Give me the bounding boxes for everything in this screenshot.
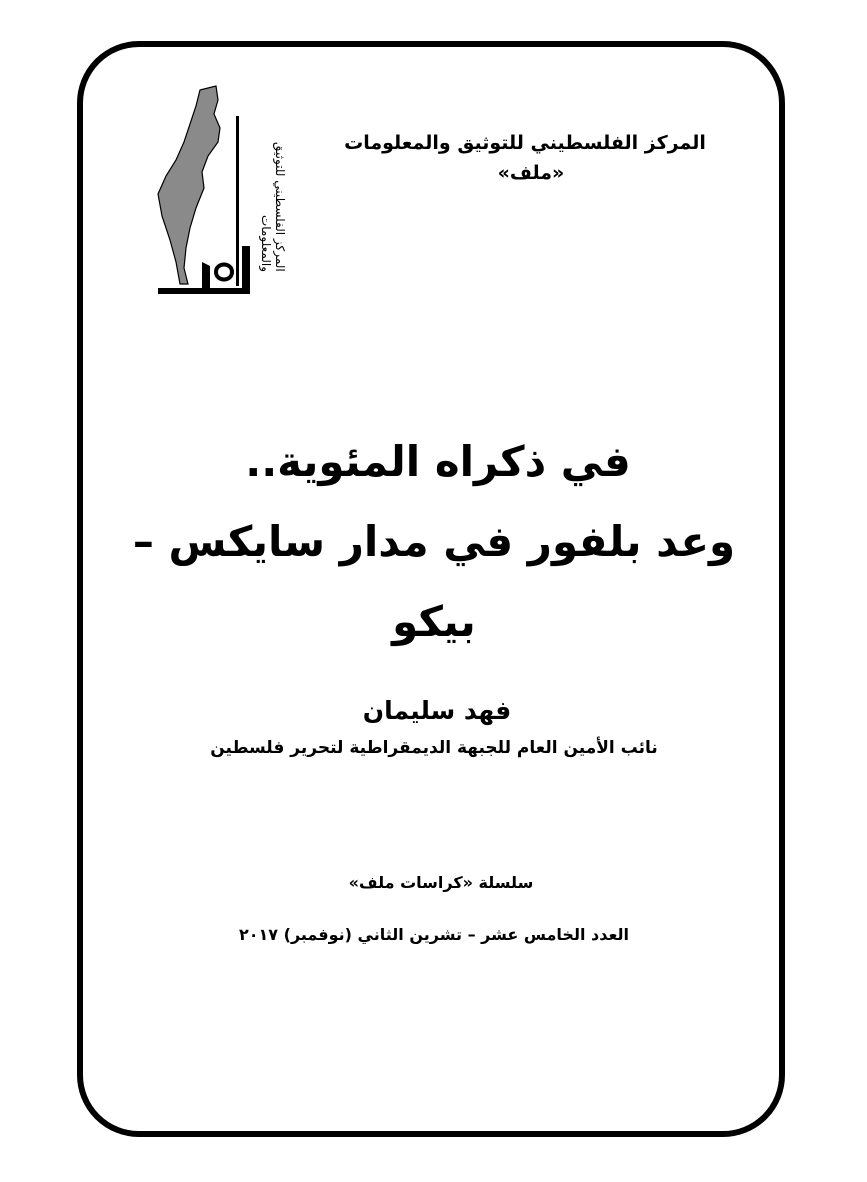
logo-org-text: المركز الفلسطيني للتوثيق والمعلومات bbox=[259, 142, 287, 272]
document-title bbox=[100, 422, 768, 662]
header bbox=[295, 128, 755, 188]
series-name: سلسلة «كراسات ملف» bbox=[348, 873, 534, 892]
author-block bbox=[100, 688, 768, 762]
title-line-1: في ذكراه المئوية.. bbox=[245, 437, 631, 486]
brand-name: «ملف» bbox=[497, 162, 565, 184]
author-role: نائب الأمين العام للجبهة الديمقراطية لتحرير فلسطين bbox=[210, 738, 658, 758]
title-line-2: وعد بلفور في مدار سايكس – بيكو bbox=[132, 517, 736, 646]
issue-info: العدد الخامس عشر – تشرين الثاني (نوفمبر) ٢٠١٧ bbox=[239, 925, 629, 944]
author-name: فهد سليمان bbox=[362, 696, 512, 725]
malaf-logo bbox=[150, 76, 290, 302]
series-block bbox=[100, 870, 768, 948]
organization-name: المركز الفلسطيني للتوثيق والمعلومات bbox=[344, 132, 706, 154]
